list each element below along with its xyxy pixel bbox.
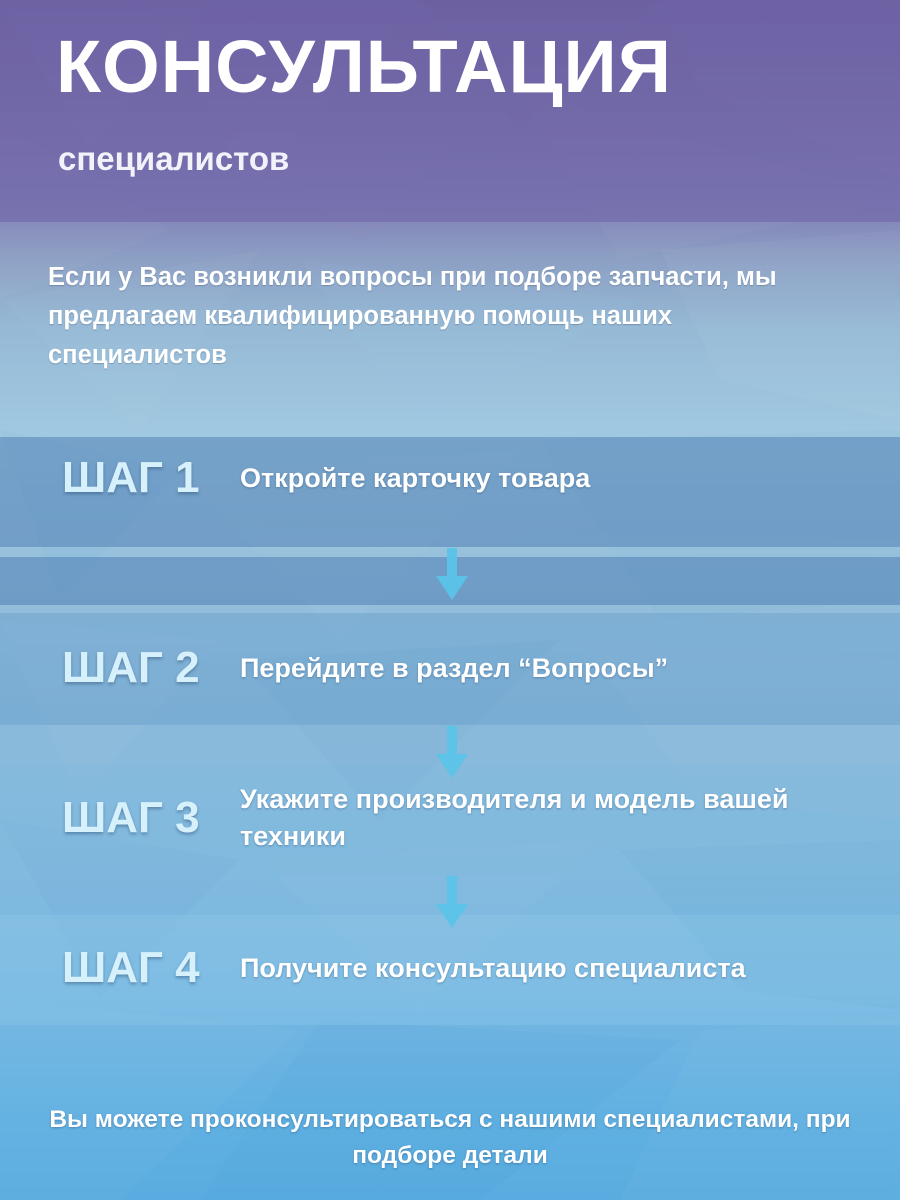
step-3-text: Укажите производителя и модель вашей техники (240, 784, 789, 851)
step-row-1 (0, 443, 900, 513)
step-3-label: ШАГ 3 (62, 793, 200, 842)
footer-note: Вы можете проконсультироваться с нашими специалистами, при подборе детали (49, 1106, 851, 1169)
step-4-label: ШАГ 4 (62, 943, 200, 992)
step-2-label: ШАГ 2 (62, 643, 200, 692)
step-row-3 (0, 768, 900, 868)
header-band (0, 0, 900, 222)
step-row-2 (0, 618, 900, 718)
step-1-text: Откройте карточку товара (240, 462, 591, 493)
intro-paragraph: Если у Вас возникли вопросы при подборе запчасти, мы предлагаем квалифицированную помощь наших специалистов (48, 263, 777, 369)
down-arrow-icon-1 (430, 548, 474, 604)
step-row-4 (0, 918, 900, 1018)
step-4-text: Получите консультацию специалиста (240, 952, 746, 983)
step-1-label: ШАГ 1 (62, 453, 200, 502)
page-title: КОНСУЛЬТАЦИЯ (56, 25, 672, 108)
page-subtitle: специалистов (58, 140, 290, 177)
step-2-text: Перейдите в раздел “Вопросы” (240, 652, 669, 683)
